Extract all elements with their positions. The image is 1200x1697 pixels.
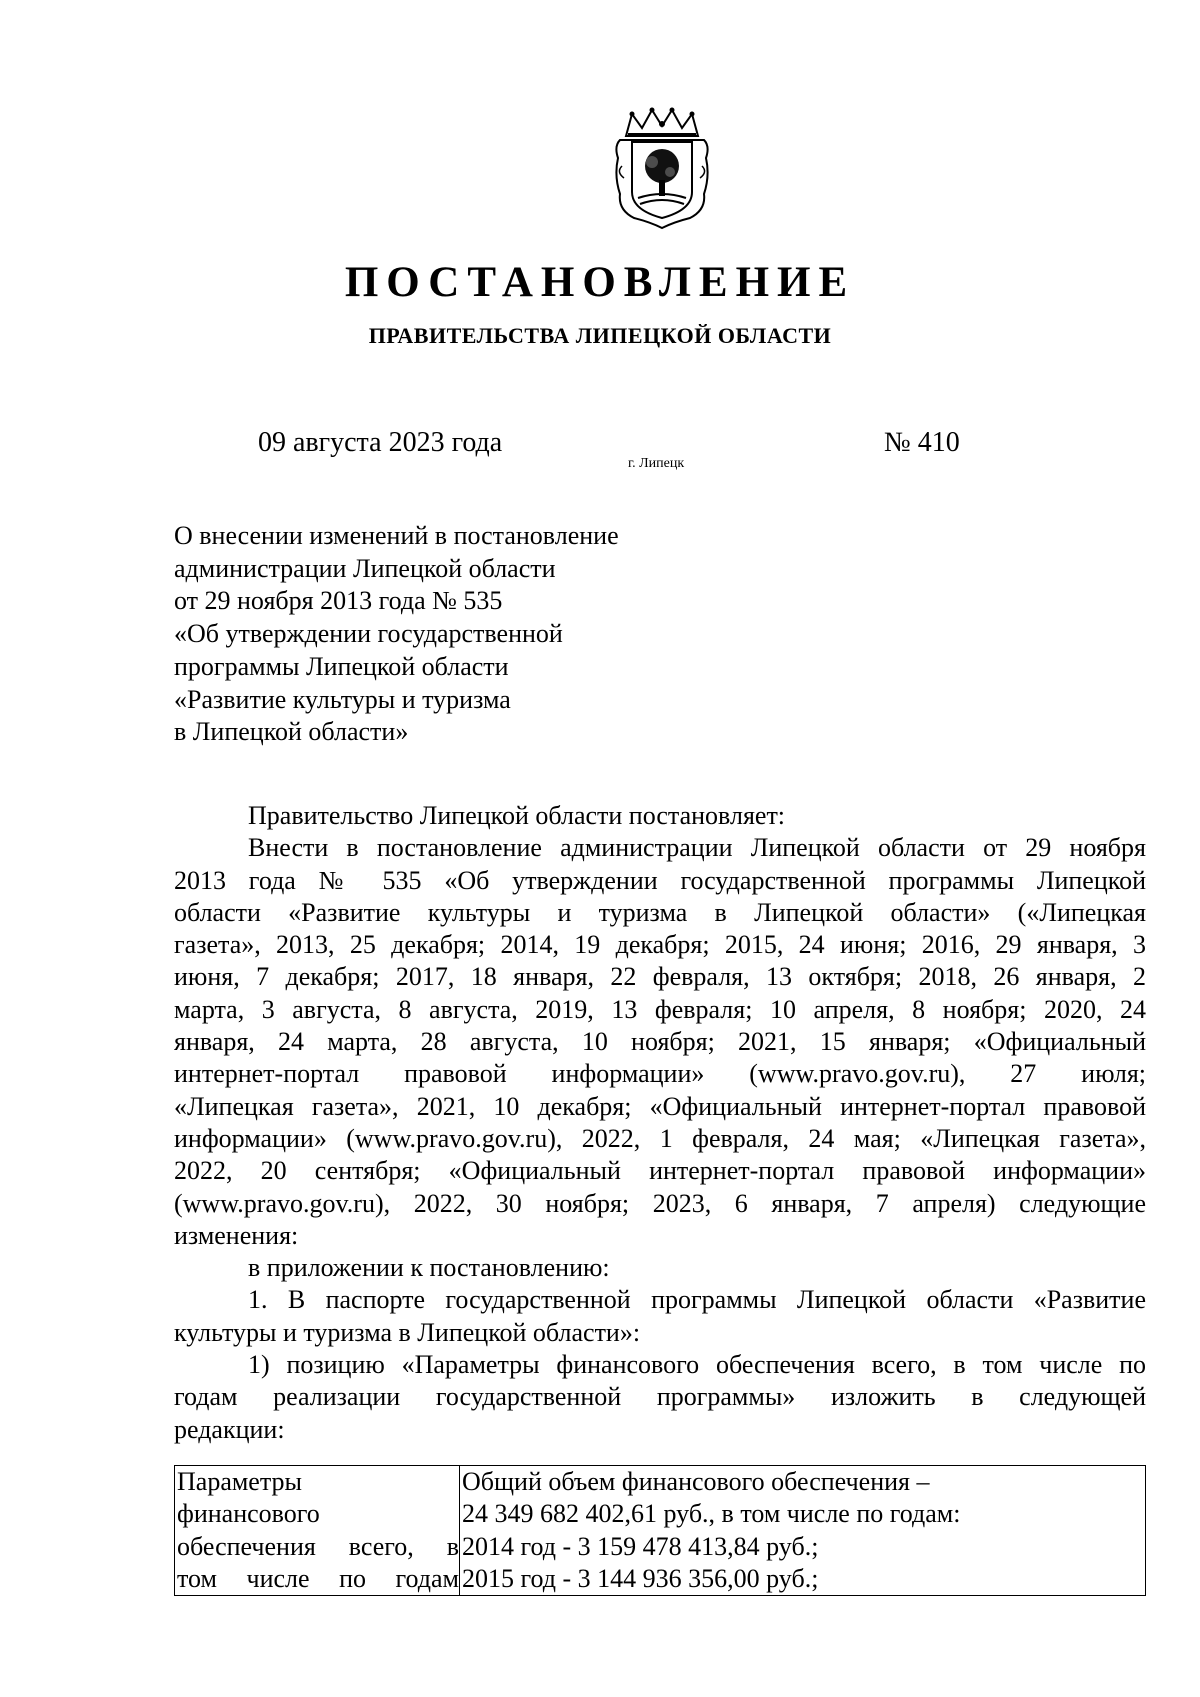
table-row xyxy=(175,1466,1146,1596)
body-line: изменения: xyxy=(174,1220,299,1250)
body-line: Внести в постановление администрации Липецкой области от 29 ноября xyxy=(248,833,1146,863)
body-item-1-1: редакции: xyxy=(174,1414,285,1444)
table-cell-line: 2014 год - 3 159 478 413,84 руб.; xyxy=(462,1531,819,1561)
table-cell-line: Общий объем финансового обеспечения – xyxy=(462,1467,930,1496)
document-subject xyxy=(174,520,619,749)
document-body xyxy=(174,800,1146,1446)
body-intro: Правительство Липецкой области постановляет: xyxy=(248,801,786,830)
table-cell-line: финансового xyxy=(177,1499,320,1529)
document-title: ПОСТАНОВЛЕНИЕ xyxy=(344,259,856,306)
subject-line: программы Липецкой области xyxy=(174,651,509,681)
body-line: газета», 2013, 25 декабря; 2014, 19 декабря; 2015, 24 июня; 2016, 29 января, 3 xyxy=(174,930,1146,960)
document-subtitle: ПРАВИТЕЛЬСТВА ЛИПЕЦКОЙ ОБЛАСТИ xyxy=(368,323,832,348)
subject-line: О внесении изменений в постановление xyxy=(174,521,619,550)
body-line: интернет-портал правовой информации» (www.pravo.gov.ru), 27 июля; xyxy=(174,1059,1146,1089)
subject-line: администрации Липецкой области xyxy=(174,553,556,583)
table-cell-line: обеспечения всего, в xyxy=(177,1531,459,1561)
body-item-1-1: годам реализации государственной программы» изложить в следующей xyxy=(174,1382,1146,1412)
subject-line: «Об утверждении государственной xyxy=(174,619,563,649)
subject-line: «Развитие культуры и туризма xyxy=(174,684,511,714)
financing-table xyxy=(174,1465,1146,1596)
body-line: (www.pravo.gov.ru), 2022, 30 ноября; 2023, 6 января, 7 апреля) следующие xyxy=(174,1188,1146,1218)
table-cell-line: Параметры xyxy=(177,1467,302,1496)
document-date: 09 августа 2023 года xyxy=(258,427,503,458)
table-cell-line: том числе по годам xyxy=(177,1563,459,1593)
document-city: г. Липецк xyxy=(628,456,685,471)
table-cell-line: 24 349 682 402,61 руб., в том числе по годам: xyxy=(462,1499,961,1529)
body-line: июня, 7 декабря; 2017, 18 января, 22 февраля, 13 октября; 2018, 26 января, 2 xyxy=(174,962,1146,992)
body-item-1: 1. В паспорте государственной программы Липецкой области «Развитие xyxy=(248,1285,1146,1315)
coat-of-arms-icon xyxy=(612,106,712,230)
body-line: «Липецкая газета», 2021, 10 декабря; «Официальный интернет-портал правовой xyxy=(174,1091,1146,1121)
subject-line: в Липецкой области» xyxy=(174,717,409,747)
table-cell-line: 2015 год - 3 144 936 356,00 руб.; xyxy=(462,1563,819,1593)
subject-line: от 29 ноября 2013 года № 535 xyxy=(174,586,503,616)
body-item-1-1: 1) позицию «Параметры финансового обеспечения всего, в том числе по xyxy=(248,1350,1146,1380)
body-line: января, 24 марта, 28 августа, 10 ноября; 2021, 15 января; «Официальный xyxy=(174,1027,1146,1057)
body-line: марта, 3 августа, 8 августа, 2019, 13 февраля; 10 апреля, 8 ноября; 2020, 24 xyxy=(174,994,1146,1024)
body-line: 2013 года № 535 «Об утверждении государственной программы Липецкой xyxy=(174,865,1146,895)
document-number: № 410 xyxy=(884,427,960,458)
body-line: области «Развитие культуры и туризма в Липецкой области» («Липецкая xyxy=(174,897,1146,927)
body-item-1: культуры и туризма в Липецкой области»: xyxy=(174,1317,641,1347)
body-line: информации» (www.pravo.gov.ru), 2022, 1 февраля, 24 мая; «Липецкая газета», xyxy=(174,1123,1146,1153)
table-cell-value xyxy=(460,1466,1146,1596)
body-line: 2022, 20 сентября; «Официальный интернет-портал правовой информации» xyxy=(174,1156,1146,1186)
table-cell-parameter xyxy=(175,1466,460,1596)
body-appendix: в приложении к постановлению: xyxy=(248,1253,610,1283)
